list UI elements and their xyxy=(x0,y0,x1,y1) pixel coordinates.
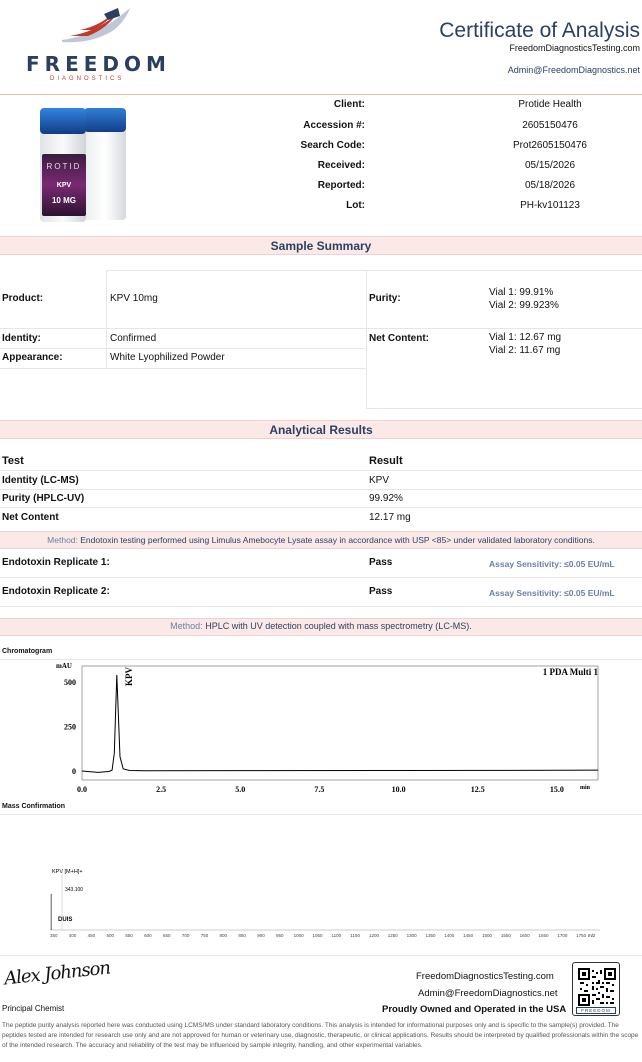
chromatogram-x-tick: 2.5 xyxy=(156,785,167,794)
footer-website: FreedomDiagnosticsTesting.com xyxy=(416,971,554,982)
method-text-2: HPLC with UV detection coupled with mass spectrometry (LC-MS). xyxy=(205,621,472,631)
chromatogram-section-label: Chromatogram xyxy=(2,648,53,655)
qr-label: FREEDOM xyxy=(576,1007,616,1014)
chromatogram-axes xyxy=(82,666,598,780)
vial-product: KPV xyxy=(56,182,72,189)
test-result-2: 99.92% xyxy=(369,493,403,504)
mass-x-tick: 1350 xyxy=(425,933,436,938)
footer-email: Admin@FreedomDiagnostics.net xyxy=(418,988,558,999)
mass-x-tick: 1300 xyxy=(406,933,417,938)
purity-vial1: Vial 1: 99.91% xyxy=(489,287,554,298)
search-code-label: Search Code: xyxy=(300,140,365,151)
product-value: KPV 10mg xyxy=(110,293,158,304)
mass-left-label: DUIS xyxy=(58,917,73,923)
chromatogram-x-unit: min xyxy=(580,785,591,791)
test-name-3: Net Content xyxy=(2,512,59,523)
mass-x-tick: 1450 xyxy=(463,933,474,938)
endotoxin-2-label: Endotoxin Replicate 2: xyxy=(2,586,110,597)
mass-x-tick: 1200 xyxy=(368,933,379,938)
chromatogram-peak-label: KPV xyxy=(124,667,134,686)
test-result-3: 12.17 mg xyxy=(369,512,411,523)
signer-title: Principal Chemist xyxy=(2,1004,65,1013)
mass-x-tick: 550 xyxy=(125,933,133,938)
mass-ticks xyxy=(50,933,587,938)
chromatogram-x-tick: 0.0 xyxy=(77,785,87,794)
mass-divider xyxy=(0,814,642,815)
mass-spectrum-chart xyxy=(0,860,642,942)
method-word-2: Method: xyxy=(170,621,203,631)
logo-sub: DIAGNOSTICS xyxy=(50,76,125,82)
mass-x-tick: 600 xyxy=(144,933,152,938)
mass-x-tick: 850 xyxy=(238,933,246,938)
accession-label: Accession #: xyxy=(303,120,365,131)
chromatogram-trace xyxy=(82,675,598,773)
vial-front-cap xyxy=(40,108,86,134)
mass-x-tick: 650 xyxy=(163,933,171,938)
mass-section-label: Mass Confirmation xyxy=(2,803,66,810)
sample-summary-title: Sample Summary xyxy=(270,239,372,253)
mass-x-tick: 500 xyxy=(106,933,115,938)
received-label: Received: xyxy=(317,160,365,171)
mass-x-tick: 1600 xyxy=(519,933,530,938)
page-title: Certificate of Analysis xyxy=(439,19,640,42)
chromatogram-chart xyxy=(0,660,642,800)
mass-x-tick: 1000 xyxy=(293,933,304,938)
mass-x-tick: 1750 xyxy=(576,933,587,938)
mass-x-tick: 700 xyxy=(181,933,190,938)
mass-x-tick: 350 xyxy=(50,933,58,938)
analytical-results-title: Analytical Results xyxy=(269,423,373,437)
vial-dose: 10 MG xyxy=(51,196,76,205)
mass-x-tick: 450 xyxy=(87,933,96,938)
method-line-2 xyxy=(0,621,642,631)
mass-x-tick: 1100 xyxy=(331,933,342,938)
endotoxin-2-result: Pass xyxy=(369,586,393,597)
mass-peak-label: KPV [M+H]+ xyxy=(52,869,83,875)
endotoxin-1-result: Pass xyxy=(369,557,393,568)
client-label: Client: xyxy=(333,99,365,110)
accession-value: 2605150476 xyxy=(522,120,578,131)
qr-code-icon xyxy=(578,968,616,1006)
net-content-vial2: Vial 2: 11.67 mg xyxy=(489,345,561,356)
reported-label: Reported: xyxy=(317,180,365,191)
mass-x-tick: 750 xyxy=(200,933,209,938)
header-email: Admin@FreedomDiagnostics.net xyxy=(507,65,640,75)
search-code-value: Prot2605150476 xyxy=(513,140,587,151)
mass-x-tick: 950 xyxy=(276,933,284,938)
chromatogram-y-tick: 500 xyxy=(64,678,76,687)
vial-back-cap xyxy=(84,108,126,132)
chromatogram-x-tick: 7.5 xyxy=(314,785,325,794)
purity-vial2: Vial 2: 99.923% xyxy=(489,300,559,311)
mass-x-tick: 400 xyxy=(68,933,77,938)
flag-swoosh-icon xyxy=(60,6,135,46)
qr-code xyxy=(572,962,620,1016)
test-result-1: KPV xyxy=(369,475,390,486)
result-column-header: Result xyxy=(369,455,403,467)
chromatogram-x-tick: 15.0 xyxy=(549,785,564,794)
appearance-value: White Lyophilized Powder xyxy=(110,352,225,363)
chromatogram-x-tick: 10.0 xyxy=(391,785,406,794)
lot-value: PH-kv101123 xyxy=(520,200,580,211)
net-content-vial1: Vial 1: 12.67 mg xyxy=(489,332,562,343)
mass-x-tick: 1650 xyxy=(538,933,549,938)
chromatogram-y-tick: 0 xyxy=(72,767,76,776)
footer-tagline: Proudly Owned and Operated in the USA xyxy=(382,1004,567,1015)
mass-peak-mz: 343.100 xyxy=(65,887,84,893)
mass-x-tick: 1500 xyxy=(481,933,492,938)
identity-label: Identity: xyxy=(2,333,41,344)
footer-divider xyxy=(0,955,642,956)
logo-name: FREEDOM xyxy=(26,52,171,76)
purity-label: Purity: xyxy=(369,293,401,304)
chromatogram-y-unit: mAU xyxy=(56,662,72,670)
lot-label: Lot: xyxy=(346,200,365,211)
signature: Alex Johnson xyxy=(3,957,111,990)
appearance-label: Appearance: xyxy=(2,352,63,363)
method-text-1: Endotoxin testing performed using Limulus Amebocyte Lysate assay in accordance with USP <85> under validated laboratory conditions. xyxy=(80,535,595,545)
chromatogram-y-tick: 250 xyxy=(64,722,76,732)
vial-brand: ROTID xyxy=(46,162,82,171)
mass-x-tick: 1150 xyxy=(350,933,360,938)
test-name-2: Purity (HPLC-UV) xyxy=(2,493,85,504)
test-column-header: Test xyxy=(2,455,24,467)
identity-value: Confirmed xyxy=(110,333,157,344)
mass-x-tick: 1400 xyxy=(444,933,455,938)
test-name-1: Identity (LC-MS) xyxy=(2,475,79,486)
chromatogram-x-tick: 12.5 xyxy=(470,785,485,794)
mass-x-tick: 800 xyxy=(219,933,228,938)
mass-x-tick: 900 xyxy=(257,933,265,938)
header-divider xyxy=(0,94,642,95)
chromatogram-detector: 1 PDA Multi 1 xyxy=(542,667,598,677)
chromatogram-x-tick: 5.0 xyxy=(235,785,246,794)
received-value: 05/15/2026 xyxy=(524,160,576,171)
product-vials-image xyxy=(38,106,128,224)
mass-x-tick: 1050 xyxy=(312,933,323,938)
chromatogram-frame xyxy=(82,666,598,780)
endotoxin-1-label: Endotoxin Replicate 1: xyxy=(2,557,110,568)
mass-x-tick: 1700 xyxy=(557,933,568,938)
method-line-1 xyxy=(0,535,642,545)
chromatogram-ticks xyxy=(64,678,564,794)
endotoxin-1-sensitivity: Assay Sensitivity: ≤0.05 EU/mL xyxy=(489,559,615,569)
mass-x-tick: 1550 xyxy=(500,933,511,938)
disclaimer: The peptide purity analysis reported here was conducted using LCMS/MS under standard laboratory conditions. This analysis is intended for informational purposes only and is specific to the sample(s) provided. The peptides tested are intended for research use only and are not approved for human or veterinary use, diagnostic, therapeutic, or clinical applications. Results should be interpreted by qualified professionals within the scope of the intended research. The accuracy and reliability of the test may be influenced by sample integrity, handling, and other experimental variables. xyxy=(2,1022,639,1049)
endotoxin-2-sensitivity: Assay Sensitivity: ≤0.05 EU/mL xyxy=(489,588,615,598)
mass-x-unit: m/z xyxy=(588,933,596,938)
company-logo xyxy=(20,6,171,84)
reported-value: 05/18/2026 xyxy=(524,180,576,191)
product-label: Product: xyxy=(2,293,44,304)
client-value: Protide Health xyxy=(518,99,582,110)
net-content-label: Net Content: xyxy=(369,333,429,344)
header-website: FreedomDiagnosticsTesting.com xyxy=(509,43,640,53)
method-word-1: Method: xyxy=(47,535,78,545)
mass-x-tick: 1250 xyxy=(387,933,398,938)
